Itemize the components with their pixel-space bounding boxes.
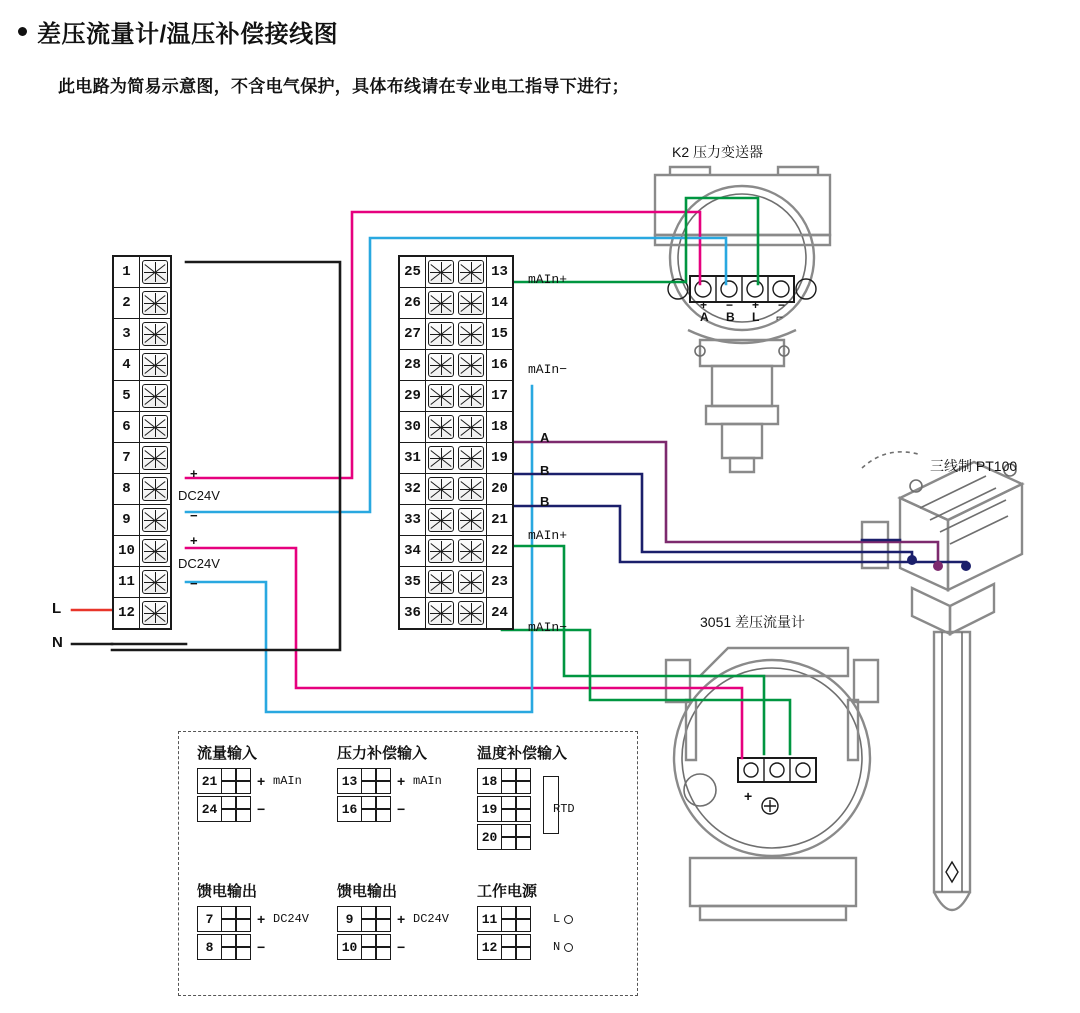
legend-tag: RTD [553,802,575,816]
terminal-screw[interactable] [428,508,454,532]
legend-group [197,742,302,823]
terminal-row[interactable] [114,505,170,536]
rtd-label: 三线制 PT100 [930,458,1018,474]
legend-terminal-number: 8 [197,934,221,960]
left-label-7-sign: + [190,466,198,481]
terminal-number-right: 19 [486,443,512,473]
legend-screw-icon [501,906,531,932]
rtd-connection-dots [907,555,971,571]
mains-label-n: N [52,634,63,651]
bullet-icon [18,27,27,36]
terminal-number-left: 36 [400,598,426,628]
terminal-row[interactable] [400,412,512,443]
legend-screw-icon [361,796,391,822]
terminal-number-right: 16 [486,350,512,380]
legend-row [197,795,302,823]
legend-group [477,742,575,851]
legend-sign: + [257,911,266,927]
legend-row [477,933,573,961]
legend-row [197,767,302,795]
terminal-number: 6 [114,412,140,442]
mains-label-l: L [52,600,62,617]
terminal-number-left: 26 [400,288,426,318]
terminal-number: 1 [114,257,140,287]
flow-meter-body [666,648,878,920]
terminal-row[interactable] [114,381,170,412]
terminal-number-right: 21 [486,505,512,535]
legend-terminal-dot [564,915,573,924]
terminal-number: 10 [114,536,140,566]
terminal-number-left: 27 [400,319,426,349]
legend-screw-icon [361,934,391,960]
legend-screw-icon [221,768,251,794]
legend-tag: DC24V [273,912,310,926]
terminal-row[interactable] [400,443,512,474]
terminal-screw[interactable] [142,353,168,377]
terminal-number-right: 14 [486,288,512,318]
legend-terminal-number: 18 [477,768,501,794]
page-title [18,14,338,49]
terminal-screw[interactable] [458,353,484,377]
left-label-9-sign: + [190,533,198,548]
terminal-screw[interactable] [428,415,454,439]
terminal-row[interactable] [400,536,512,567]
terminal-number: 7 [114,443,140,473]
terminal-number-left: 25 [400,257,426,287]
terminal-screw[interactable] [142,446,168,470]
mid-label-19: B [540,463,550,478]
transmitter-mark-l: L [752,310,760,324]
terminal-row[interactable] [114,350,170,381]
terminal-number: 4 [114,350,140,380]
legend-terminal-number: 19 [477,796,501,822]
legend-screw-icon [361,906,391,932]
legend-screw-icon [221,934,251,960]
terminal-screw[interactable] [458,446,484,470]
terminal-number: 9 [114,505,140,535]
terminal-row[interactable] [400,474,512,505]
terminal-number-right: 15 [486,319,512,349]
terminal-screw[interactable] [428,446,454,470]
terminal-row[interactable] [114,257,170,288]
terminal-screw[interactable] [428,601,454,625]
legend-screw-icon [501,824,531,850]
terminal-screw[interactable] [142,322,168,346]
terminal-row[interactable] [400,505,512,536]
legend-group-title: 馈电输出 [337,883,398,900]
terminal-screw[interactable] [428,322,454,346]
legend-screw-icon [221,906,251,932]
terminal-screw[interactable] [142,384,168,408]
transmitter-sign-3: + [752,298,760,312]
legend-row [197,905,309,933]
legend-tag: DC24V [413,912,450,926]
legend-tag: mAIn [273,774,302,788]
legend-row [477,795,575,823]
terminal-screw[interactable] [142,291,168,315]
legend-terminal-number: 9 [337,906,361,932]
terminal-number-left: 29 [400,381,426,411]
legend-row [477,767,575,795]
terminal-screw[interactable] [458,539,484,563]
legend-sign: + [397,911,406,927]
pressure-transmitter-body [655,167,830,472]
transmitter-sign-1: + [700,298,708,312]
mid-label-20: B [540,494,550,509]
rtd-symbol-icon [543,776,559,834]
legend-terminal-number: 13 [337,768,361,794]
legend-terminal-number: 10 [337,934,361,960]
transmitter-mark-a: A [700,310,709,324]
legend-row [337,767,442,795]
left-label-8-sign: − [190,508,198,523]
terminal-screw[interactable] [428,570,454,594]
pressure-transmitter-label: K2 压力变送器 [672,144,764,160]
terminal-number-right: 20 [486,474,512,504]
terminal-row[interactable] [400,257,512,288]
mid-label-16: mAIn− [528,362,568,377]
legend-terminal-number: 20 [477,824,501,850]
mid-terminal-block[interactable] [398,255,514,630]
legend-group-title: 工作电源 [477,883,538,900]
terminal-number-right: 18 [486,412,512,442]
legend-sign: − [257,801,266,817]
legend-screw-icon [501,768,531,794]
terminal-row[interactable] [400,350,512,381]
terminal-number-left: 31 [400,443,426,473]
terminal-screw[interactable] [428,353,454,377]
mid-label-21: mAIn+ [528,528,568,543]
legend-row [337,905,449,933]
legend-group-title: 馈电输出 [197,883,258,900]
legend-terminal-number: 24 [197,796,221,822]
flow-meter-label: 3051 差压流量计 [700,614,806,630]
terminal-number-left: 34 [400,536,426,566]
mid-label-18: A [540,430,550,445]
legend-terminal-number: 21 [197,768,221,794]
legend-row [337,795,442,823]
legend-row [197,933,309,961]
transmitter-mark-b: B [726,310,735,324]
legend-terminal-number: 7 [197,906,221,932]
wire-navy [502,474,966,566]
terminal-row[interactable] [114,474,170,505]
terminal-screw[interactable] [142,539,168,563]
legend-sign: + [257,773,266,789]
terminal-number: 2 [114,288,140,318]
terminal-screw[interactable] [142,508,168,532]
page-title-text: 差压流量计/温压补偿接线图 [37,21,339,48]
legend-group [197,880,309,961]
terminal-screw[interactable] [458,508,484,532]
legend-tag: L [553,912,561,926]
legend-terminal-number: 12 [477,934,501,960]
terminal-screw[interactable] [458,291,484,315]
terminal-number-left: 33 [400,505,426,535]
legend-tag: N [553,940,561,954]
terminal-screw[interactable] [142,601,168,625]
terminal-row[interactable] [400,288,512,319]
rtd-probe-body [862,452,1022,910]
legend-tag: mAIn [413,774,442,788]
terminal-screw[interactable] [428,384,454,408]
terminal-row[interactable] [400,567,512,598]
legend-group [477,880,573,961]
terminal-screw[interactable] [458,260,484,284]
legend-screw-icon [501,796,531,822]
terminal-row[interactable] [114,598,170,628]
terminal-screw[interactable] [428,291,454,315]
legend-screw-icon [361,768,391,794]
legend-row [477,905,573,933]
legend-terminal-number: 11 [477,906,501,932]
terminal-row[interactable] [114,288,170,319]
legend-terminal-dot [564,943,573,952]
legend-group-title: 压力补偿输入 [337,745,428,762]
left-label-9-text: DC24V [178,556,220,571]
terminal-screw[interactable] [142,570,168,594]
legend-row [337,933,449,961]
terminal-number: 3 [114,319,140,349]
wire-purple [502,442,938,566]
terminal-row[interactable] [400,381,512,412]
legend-screw-icon [221,796,251,822]
left-label-7-text: DC24V [178,488,220,503]
terminal-screw[interactable] [458,570,484,594]
terminal-number: 5 [114,381,140,411]
legend-sign: − [397,801,406,817]
terminal-row[interactable] [114,536,170,567]
left-label-10-sign: − [190,576,198,591]
mid-label-13: mAIn+ [528,272,568,287]
terminal-number: 12 [114,598,140,628]
terminal-screw[interactable] [458,477,484,501]
terminal-number-right: 23 [486,567,512,597]
transmitter-mark-bracket: ⌐ [776,310,784,324]
legend-sign: + [397,773,406,789]
terminal-screw[interactable] [458,384,484,408]
terminal-number-right: 24 [486,598,512,628]
mid-label-24: mAIn− [528,620,568,635]
legend-box [178,731,638,996]
legend-sign: − [257,939,266,955]
terminal-number: 11 [114,567,140,597]
terminal-screw[interactable] [428,477,454,501]
legend-group-title: 流量输入 [197,745,258,762]
terminal-number: 8 [114,474,140,504]
legend-screw-icon [501,934,531,960]
left-terminal-block[interactable] [112,255,172,630]
terminal-screw[interactable] [428,539,454,563]
transmitter-sign-4: − [778,298,786,312]
terminal-screw[interactable] [142,260,168,284]
terminal-row[interactable] [400,598,512,628]
page-note: 此电路为简易示意图，不含电气保护，具体布线请在专业电工指导下进行； [58,77,629,96]
terminal-screw[interactable] [428,260,454,284]
terminal-screw[interactable] [458,415,484,439]
terminal-row[interactable] [114,567,170,598]
terminal-number-right: 17 [486,381,512,411]
legend-row [477,823,575,851]
legend-sign: − [397,939,406,955]
terminal-number-left: 30 [400,412,426,442]
terminal-screw[interactable] [458,601,484,625]
terminal-row[interactable] [114,412,170,443]
legend-terminal-number: 16 [337,796,361,822]
terminal-screw[interactable] [142,477,168,501]
legend-group [337,880,449,961]
terminal-screw[interactable] [142,415,168,439]
terminal-number-left: 35 [400,567,426,597]
legend-group [337,742,442,823]
terminal-row[interactable] [114,443,170,474]
terminal-row[interactable] [400,319,512,350]
terminal-number-right: 13 [486,257,512,287]
terminal-number-right: 22 [486,536,512,566]
transmitter-sign-2: − [726,298,734,312]
legend-group-title: 温度补偿输入 [477,745,568,762]
terminal-screw[interactable] [458,322,484,346]
terminal-row[interactable] [114,319,170,350]
terminal-number-left: 28 [400,350,426,380]
flowmeter-sign: + [744,788,753,804]
terminal-number-left: 32 [400,474,426,504]
